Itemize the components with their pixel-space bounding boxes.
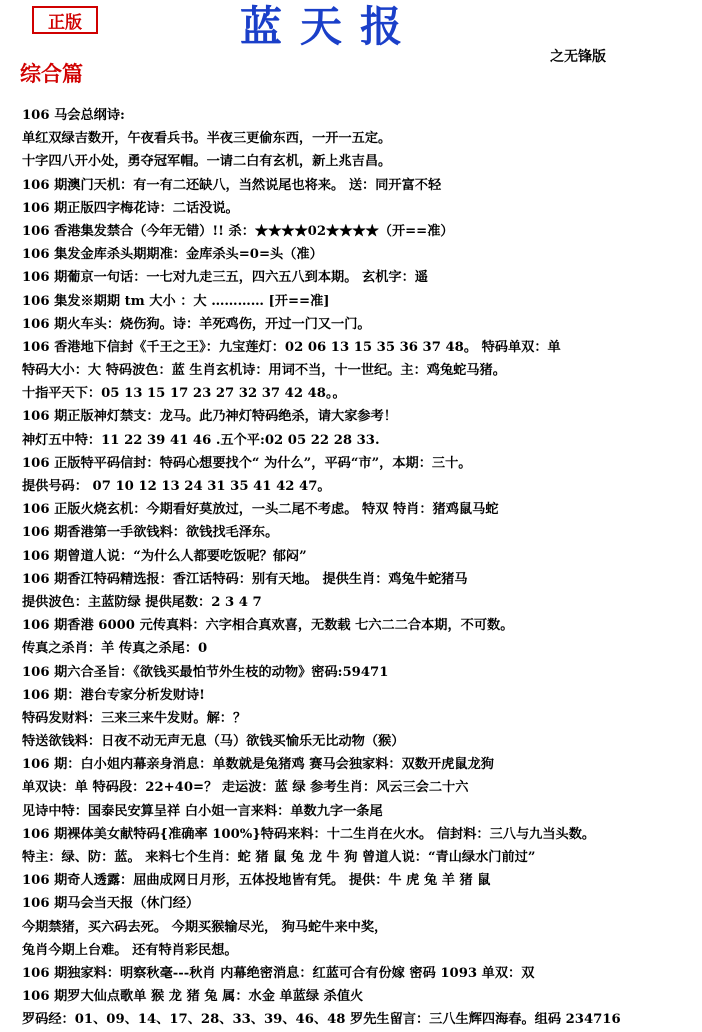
- text-line: 兔肖今期上台难。 还有特肖彩民想。: [22, 942, 238, 958]
- text-line: 传真之杀肖：羊 传真之杀尾：0: [22, 641, 208, 657]
- text-line: 106 期葡京一句话：一七对九走三五，四六五八到本期。 玄机字：遥: [22, 270, 428, 286]
- text-line: 106 集发※期期 tm 大小 ：大 ………… [开==准]: [22, 293, 330, 309]
- edition-stamp: 正版: [32, 6, 98, 34]
- text-line: 今期禁猪，买六码去死。 今期买猴输尽光， 狗马蛇牛来中奖，: [22, 919, 388, 935]
- text-line: 单双诀：单 特码段：22+40=？ 走运波：蓝 绿 参考生肖：风云三会二十六: [22, 780, 469, 796]
- text-line: 106 期香港 6000 元传真料：六字相合真欢喜，无数载 七六二二合本期，不可数。: [22, 618, 514, 634]
- text-line: 十指平天下：05 13 15 17 23 27 32 37 42 48。。: [22, 386, 346, 402]
- text-line: 106 期澳门天机：有一有二还缺八，当然说尾也将来。 送：同开富不轻: [22, 177, 442, 193]
- text-line: 提供号码： 07 10 12 13 24 31 35 41 42 47。: [22, 479, 331, 494]
- text-line: 106 期香江特码精选报：香江话特码：别有天地。 提供生肖：鸡兔牛蛇猪马: [22, 571, 468, 587]
- content-lines: [22, 104, 698, 1032]
- text-line: 106 期香港第一手欲钱料：欲钱找毛泽东。: [22, 525, 279, 541]
- text-line: 106 期独家料：明察秋毫---秋肖 内幕绝密消息：红蓝可合有份嫁 密码 1093 单双：双: [22, 965, 535, 981]
- text-line: 特送欲钱料：日夜不动无声无息（马）欲钱买愉乐无比动物（猴）: [22, 734, 405, 750]
- text-line: 见诗中特：国泰民安算呈祥 白小姐一言来料：单数九字一条尾: [22, 803, 383, 819]
- text-line: 提供波色：主蓝防绿 提供尾数：2 3 4 7: [22, 594, 262, 610]
- text-line: 106 正版特平码信封：特码心想要找个“ 为什么”，平码“市”，本期：三十。: [22, 455, 472, 471]
- text-line: 106 期正版神灯禁支：龙马。此乃神灯特码绝杀，请大家参考！: [22, 409, 397, 425]
- text-line: 106 期曾道人说：“为什么人都要吃饭呢？郁闷”: [22, 548, 307, 564]
- text-line: 106 集发金库杀头期期准：金库杀头=0=头（准）: [22, 247, 323, 263]
- text-line: 106 香港地下信封《千王之王》：九宝莲灯：02 06 13 15 35 36 37 48。 特码单双：单: [22, 339, 561, 355]
- text-line: 106 香港集发禁合（今年无错）!! 杀：★★★★02★★★★（开==准）: [22, 223, 454, 239]
- text-line: 特码大小：大 特码波色：蓝 生肖玄机诗：用词不当，十一世纪。主：鸡兔蛇马猪。: [22, 363, 506, 379]
- text-line: 106 期：白小姐内幕亲身消息：单数就是兔猪鸡 赛马会独家料：双数开虎鼠龙狗: [22, 757, 494, 773]
- text-line: 106 马会总纲诗:: [22, 108, 125, 123]
- text-line: 神灯五中特：11 22 39 41 46 .五个平:02 05 22 28 33.: [22, 432, 380, 448]
- text-line: 106 期马会当天报（休门经）: [22, 896, 200, 912]
- text-line: 106 期六合圣旨：《欲钱买最怕节外生枝的动物》密码:59471: [22, 664, 389, 680]
- text-line: 106 期：港台专家分析发财诗!: [22, 687, 205, 703]
- text-line: 106 期奇人透露：屈曲成网日月形，五体投地皆有凭。 提供：牛 虎 兔 羊 猪 鼠: [22, 873, 491, 889]
- text-line: 106 期正版四字梅花诗：二话没说。: [22, 200, 239, 216]
- text-line: 罗码经：01、09、14、17、28、33、39、46、48 罗先生留言：三八生辉四海春。组码 234716: [22, 1012, 621, 1028]
- text-line: 特码发财料：三来三来牛发财。解：？: [22, 710, 247, 726]
- text-line: 106 期罗大仙点歌单 猴 龙 猪 兔 属：水金 单蓝绿 杀值火: [22, 989, 364, 1005]
- text-line: 106 期火车头：烧伤狗。诗：羊死鸡伤，开过一门又一门。: [22, 316, 371, 332]
- text-line: 单红双绿吉数开，午夜看兵书。半夜三更偷东西，一开一五定。: [22, 131, 392, 147]
- edition-label: 之无锋版: [550, 49, 606, 65]
- section-heading: 综合篇: [20, 61, 83, 86]
- text-line: 106 正版火烧玄机：今期看好莫放过，一头二尾不考虑。 特双 特肖：猪鸡鼠马蛇: [22, 502, 499, 518]
- text-line: 106 期裸体美女献特码{准确率 100%}特码来料：十二生肖在火水。 信封料：三八与九当头数。: [22, 826, 596, 842]
- text-line: 特主：绿、防：蓝。 来料七个生肖：蛇 猪 鼠 兔 龙 牛 狗 曾道人说：“青山绿水门前过”: [22, 850, 536, 865]
- newspaper-title: 蓝天报: [240, 2, 421, 51]
- text-line: 十字四八开小处，勇夺冠军帽。一请二白有玄机，新上兆吉昌。: [22, 154, 392, 170]
